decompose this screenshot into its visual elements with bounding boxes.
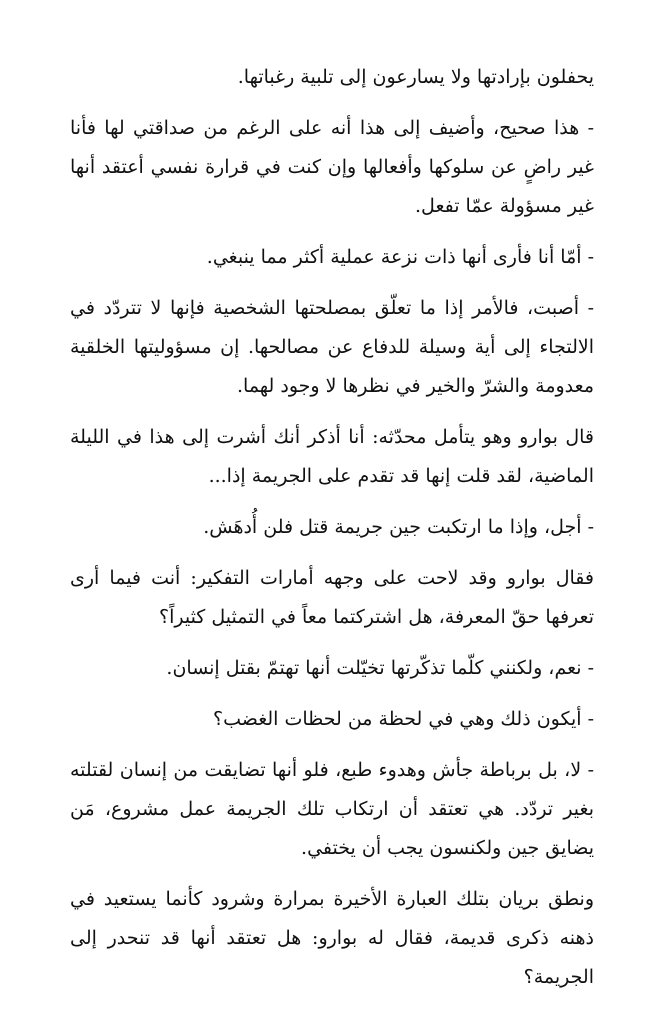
paragraph-9: - أيكون ذلك وهي في لحظة من لحظات الغضب؟	[212, 708, 594, 730]
book-page-text	[70, 58, 594, 1009]
paragraph-1: يحفلون بإرادتها ولا يسارعون إلى تلبية رغباتها.	[237, 66, 594, 88]
paragraph-7: فقال بوارو وقد لاحت على وجهه أمارات التفكير: أنت فيما أرى تعرفها حقّ المعرفة، هل اشتركتما معاً في التمثيل كثيراً؟	[70, 567, 594, 628]
paragraph-5: قال بوارو وهو يتأمل محدّثه: أنا أذكر أنك أشرت إلى هذا في الليلة الماضية، لقد قلت إنها قد تقدم على الجريمة إذا...	[70, 426, 594, 487]
paragraph-8: - نعم، ولكنني كلّما تذكّرتها تخيّلت أنها تهتمّ بقتل إنسان.	[166, 657, 594, 679]
paragraph-10: - لا، بل برباطة جأش وهدوء طبع، فلو أنها تضايقت من إنسان لقتلته بغير تردّد. هي تعتقد أن ارتكاب تلك الجريمة عمل مشروع، مَن يضايق جين ولكنسون يجب أن يختفي.	[70, 759, 594, 859]
paragraph-4: - أصبت، فالأمر إذا ما تعلّق بمصلحتها الشخصية فإنها لا تتردّد في الالتجاء إلى أية وسيلة للدفاع عن مصالحها. إن مسؤوليتها الخلقية معدومة والشرّ والخير في نظرها لا وجود لهما.	[70, 297, 594, 397]
paragraph-6: - أجل، وإذا ما ارتكبت جين جريمة قتل فلن أُدهَش.	[203, 516, 594, 538]
paragraph-2: - هذا صحيح، وأضيف إلى هذا أنه على الرغم من صداقتي لها فأنا غير راضٍ عن سلوكها وأفعالها وإن كنت في قرارة نفسي أعتقد أنها غير مسؤولة عمّا تفعل.	[70, 117, 594, 217]
paragraph-11: ونطق بريان بتلك العبارة الأخيرة بمرارة وشرود كأنما يستعيد في ذهنه ذكرى قديمة، فقال له بوارو: هل تعتقد أنها قد تنحدر إلى الجريمة؟	[70, 888, 594, 988]
paragraph-3: - أمّا أنا فأرى أنها ذات نزعة عملية أكثر مما ينبغي.	[206, 246, 594, 268]
